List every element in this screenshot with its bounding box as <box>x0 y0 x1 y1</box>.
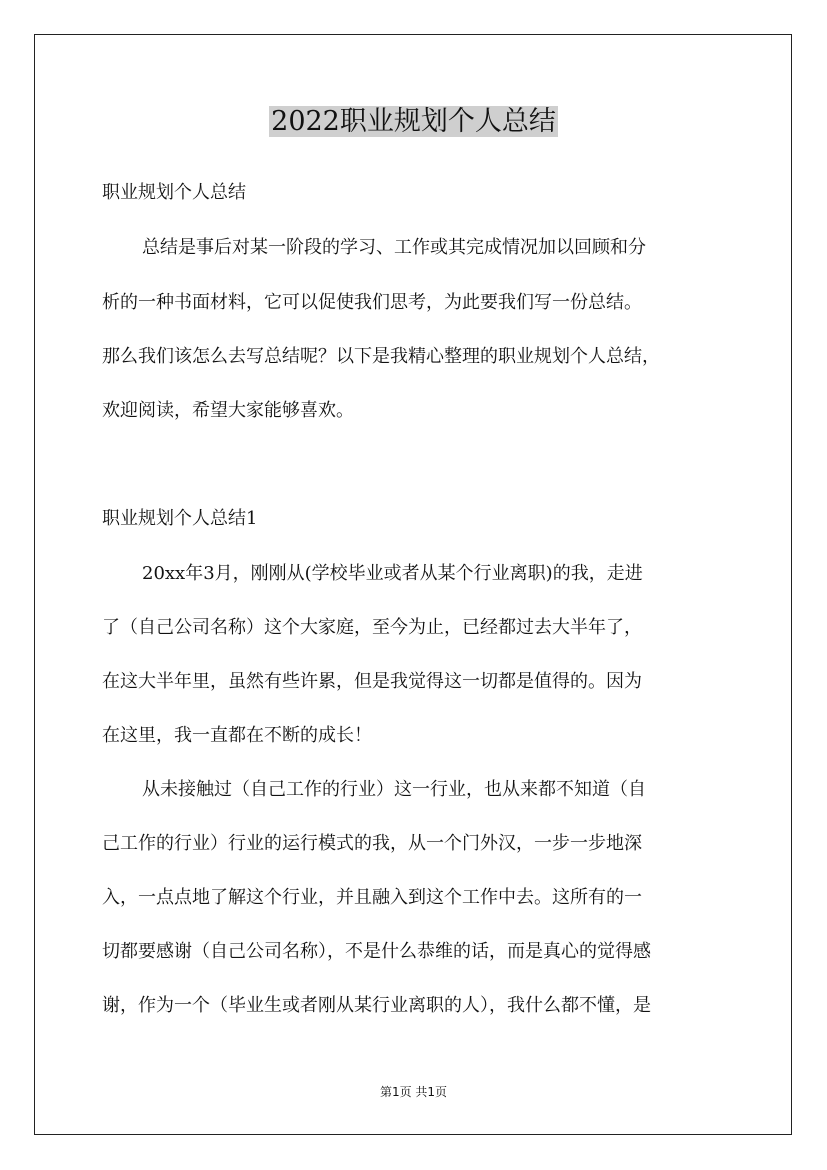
section-1-heading: 职业规划个人总结1 <box>102 508 258 529</box>
document-title-text: 2022职业规划个人总结 <box>271 106 556 137</box>
intro-line-4: 欢迎阅读，希望大家能够喜欢。 <box>102 400 354 421</box>
section-1-p2-line-2: 己工作的行业）行业的运行模式的我，从一个门外汉，一步一步地深 <box>102 833 642 854</box>
intro-line-3: 那么我们该怎么去写总结呢？以下是我精心整理的职业规划个人总结， <box>102 346 660 367</box>
document-title <box>0 103 827 141</box>
section-1-p2-line-4: 切都要感谢（自己公司名称），不是什么恭维的话，而是真心的觉得感 <box>102 941 651 962</box>
section-1-p2-line-3: 入，一点点地了解这个行业，并且融入到这个工作中去。这所有的一 <box>102 887 642 908</box>
intro-heading: 职业规划个人总结 <box>102 182 246 203</box>
section-1-p1-line-1: 20xx年3月，刚刚从(学校毕业或者从某个行业离职)的我，走进 <box>142 563 643 584</box>
section-1-p2-line-5: 谢，作为一个（毕业生或者刚从某行业离职的人），我什么都不懂，是 <box>102 995 651 1016</box>
section-1-p1-line-4: 在这里，我一直都在不断的成长！ <box>102 725 372 746</box>
section-1-p2-line-1: 从未接触过（自己工作的行业）这一行业，也从来都不知道（自 <box>142 779 646 800</box>
intro-line-2: 析的一种书面材料，它可以促使我们思考，为此要我们写一份总结。 <box>102 292 642 313</box>
intro-line-1: 总结是事后对某一阶段的学习、工作或其完成情况加以回顾和分 <box>142 237 646 258</box>
section-1-p1-line-3: 在这大半年里，虽然有些许累，但是我觉得这一切都是值得的。因为 <box>102 671 642 692</box>
section-1-p1-line-2: 了（自己公司名称）这个大家庭，至今为止，已经都过去大半年了， <box>102 617 642 638</box>
page-number-footer: 第1页 共1页 <box>379 1085 448 1099</box>
